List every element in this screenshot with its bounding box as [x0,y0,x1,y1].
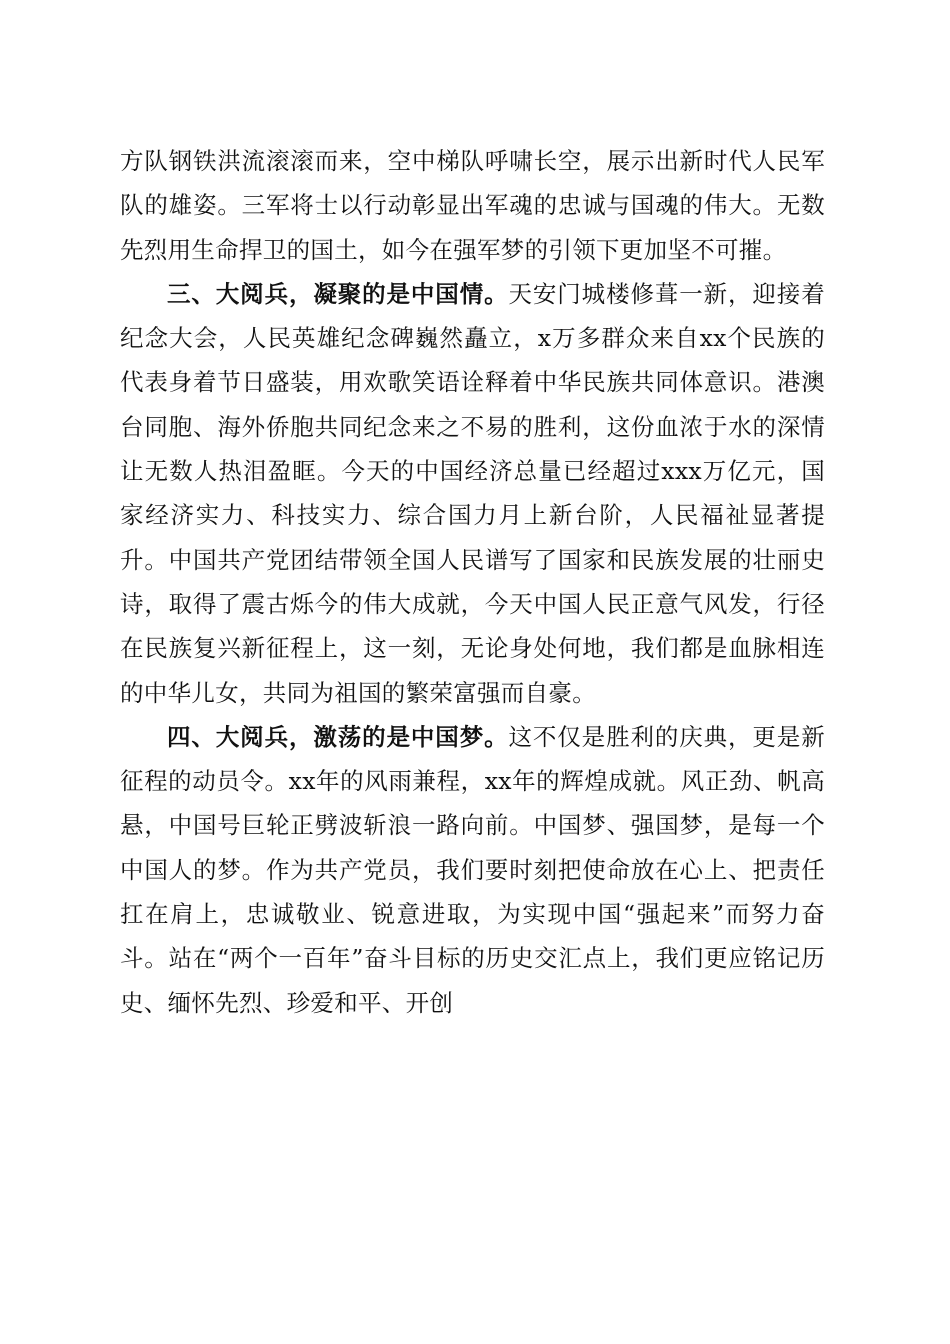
section-heading-inline: 四、大阅兵，激荡的是中国梦。 [167,722,509,751]
paragraph-continuation [120,139,825,272]
paragraph-section-three [120,272,825,715]
paragraph-text: 天安门城楼修葺一新，迎接着纪念大会，人民英雄纪念碑巍然矗立，x万多群众来自xx个民族的代表身着节日盛装，用欢歌笑语诠释着中华民族共同体意识。港澳台同胞、海外侨胞共同纪念来之不易的胜利，这份血浓于水的深情让无数人热泪盈眶。今天的中国经济总量已经超过xxx万亿元，国家经济实力、科技实力、综合国力月上新台阶，人民福祉显著提升。中国共产党团结带领全国人民谱写了国家和民族发展的壮丽史诗，取得了震古烁今的伟大成就，今天中国人民正意气风发，行径在民族复兴新征程上，这一刻，无论身处何地，我们都是血脉相连的中华儿女，共同为祖国的繁荣富强而自豪。 [120,279,826,707]
paragraph-text: 方队钢铁洪流滚滚而来，空中梯队呼啸长空，展示出新时代人民军队的雄姿。三军将士以行动彰显出军魂的忠诚与国魂的伟大。无数先烈用生命捍卫的国土，如今在强军梦的引领下更加坚不可摧。 [120,147,825,264]
section-heading-inline: 三、大阅兵，凝聚的是中国情。 [167,279,509,308]
paragraph-text: 这不仅是胜利的庆典，更是新征程的动员令。xx年的风雨兼程，xx年的辉煌成就。风正劲、帆高悬，中国号巨轮正劈波斩浪一路向前。中国梦、强国梦，是每一个中国人的梦。作为共产党员，我们要时刻把使命放在心上、把责任扛在肩上，忠诚敬业、锐意进取，为实现中国“强起来”而努力奋斗。站在“两个一百年”奋斗目标的历史交汇点上，我们更应铭记历史、缅怀先烈、珍爱和平、开创 [120,722,826,1017]
paragraph-section-four [120,715,825,1025]
document-body [120,139,825,1025]
